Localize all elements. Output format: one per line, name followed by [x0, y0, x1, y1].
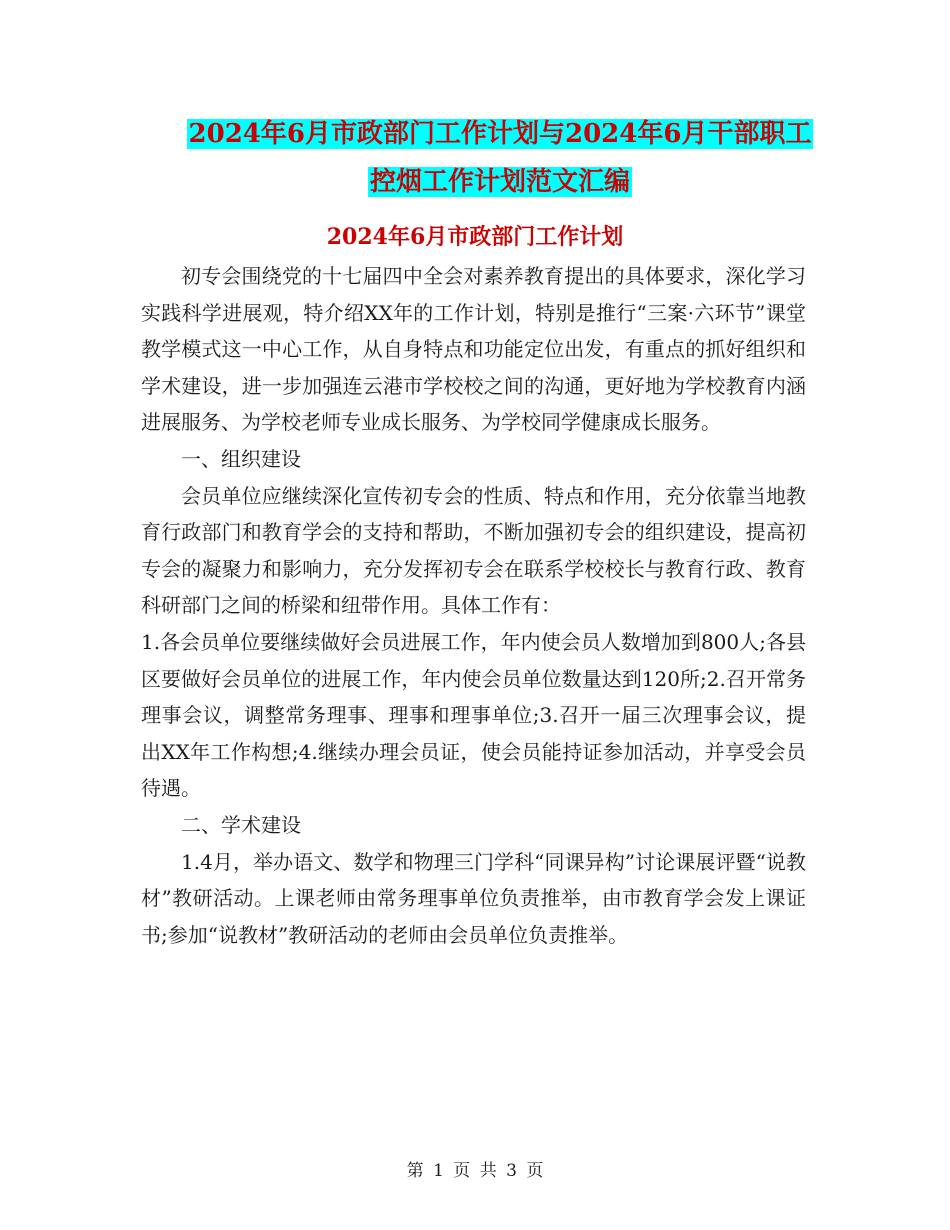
paragraph-intro: 初专会围绕党的十七届四中全会对素养教育提出的具体要求，深化学习实践科学进展观，特介绍XX年的工作计划，特别是推行“三案·六环节”课堂教学模式这一中心工作，从自身特点和功能定位出发，有重点的抓好组织和学术建设，进一步加强连云港市学校校之间的沟通，更好地为学校教育内涵进展服务、为学校老师专业成长服务、为学校同学健康成长服务。 [141, 264, 806, 435]
document-title [150, 110, 850, 206]
section-title: 2024年6月市政部门工作计划 [326, 224, 624, 250]
title-line-2: 控烟工作计划范文汇编 [369, 167, 630, 197]
heading-academic: 二、学术建设 [181, 812, 301, 837]
document-body [141, 258, 806, 953]
paragraph-organization-tasks: 1.各会员单位要继续做好会员进展工作，年内使会员人数增加到800人;各县区要做好会员单位的进展工作，年内使会员单位数量达到120所;2.召开常务理事会议，调整常务理事、理事和理事单位;3.召开一届三次理事会议，提出XX年工作构想;4.继续办理会员证，使会员能持证参加活动，并享受会员待遇。 [141, 629, 806, 801]
paragraph-academic: 1.4月，举办语文、数学和物理三门学科“同课异构”讨论课展评暨“说教材”教研活动。上课老师由常务理事单位负责推举，由市教育学会发上课证书;参加“说教材”教研活动的老师由会员单位负责推举。 [141, 849, 806, 947]
heading-organization: 一、组织建设 [181, 446, 301, 471]
page-footer: 第 1 页 共 3 页 [406, 1161, 544, 1181]
paragraph-organization: 会员单位应继续深化宣传初专会的性质、特点和作用，充分依靠当地教育行政部门和教育学会的支持和帮助，不断加强初专会的组织建设，提高初专会的凝聚力和影响力，充分发挥初专会在联系学校校长与教育行政、教育科研部门之间的桥梁和纽带作用。具体工作有： [141, 483, 806, 618]
title-line-1: 2024年6月市政部门工作计划与2024年6月干部职工 [188, 119, 812, 149]
